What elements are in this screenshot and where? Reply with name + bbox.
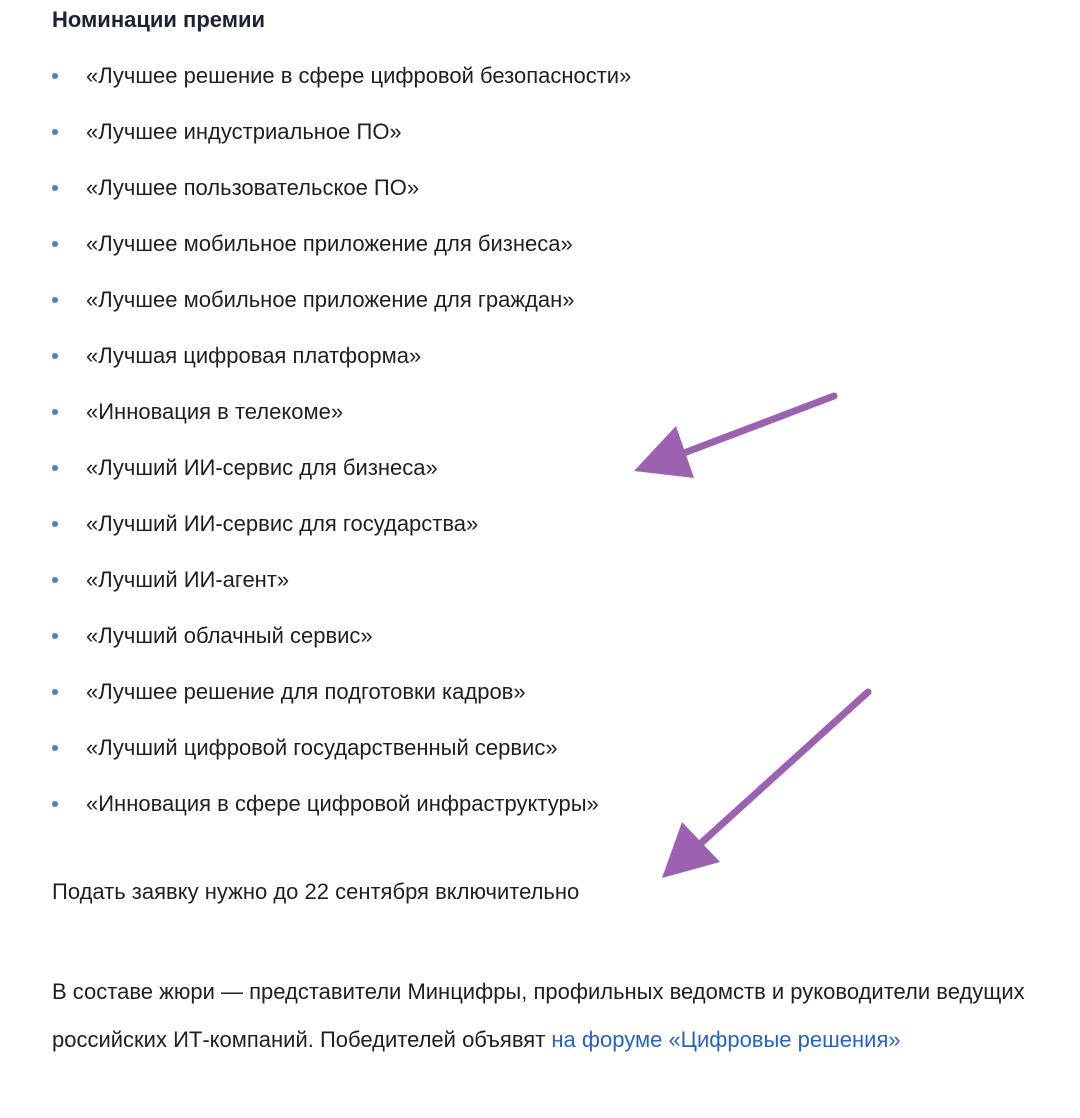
bullet-icon: [52, 689, 58, 695]
jury-paragraph: [52, 968, 1032, 1064]
nomination-label: «Лучшее решение в сфере цифровой безопасности»: [86, 63, 632, 88]
nomination-label: «Лучшее пользовательское ПО»: [86, 175, 420, 200]
bullet-icon: [52, 129, 58, 135]
arrow-icon: [662, 692, 868, 878]
list-item: [52, 618, 631, 674]
bullet-icon: [52, 241, 58, 247]
bullet-icon: [52, 801, 58, 807]
nomination-label: «Лучший ИИ-сервис для государства»: [86, 511, 479, 536]
list-item: [52, 114, 631, 170]
list-item: [52, 226, 631, 282]
forum-link[interactable]: на форуме «Цифровые решения»: [551, 1027, 901, 1052]
arrow-icon: [634, 396, 834, 478]
list-item: [52, 450, 631, 506]
list-item: [52, 170, 631, 226]
bullet-icon: [52, 465, 58, 471]
bullet-icon: [52, 577, 58, 583]
bullet-icon: [52, 745, 58, 751]
nomination-label: «Лучшее мобильное приложение для граждан»: [86, 287, 575, 312]
nomination-label: «Лучшая цифровая платформа»: [86, 343, 422, 368]
nomination-label: «Инновация в сфере цифровой инфраструктуры»: [86, 791, 599, 816]
nomination-label: «Лучшее индустриальное ПО»: [86, 119, 402, 144]
bullet-icon: [52, 185, 58, 191]
list-item: [52, 730, 631, 786]
list-item: [52, 338, 631, 394]
list-item: [52, 562, 631, 618]
nomination-label: «Лучший ИИ-сервис для бизнеса»: [86, 455, 438, 480]
bullet-icon: [52, 73, 58, 79]
nomination-label: «Лучший цифровой государственный сервис»: [86, 735, 558, 760]
list-item: [52, 58, 631, 114]
list-item: [52, 674, 631, 730]
nomination-label: «Лучший ИИ-агент»: [86, 567, 290, 592]
jury-text: В составе жюри — представители Минцифры, профильных ведомств и руководители ведущих российских ИТ-компаний. Победителей объявят: [52, 979, 1025, 1052]
nomination-label: «Инновация в телекоме»: [86, 399, 344, 424]
bullet-icon: [52, 521, 58, 527]
list-item: [52, 394, 631, 450]
nomination-label: «Лучшее мобильное приложение для бизнеса»: [86, 231, 573, 256]
bullet-icon: [52, 409, 58, 415]
bullet-icon: [52, 353, 58, 359]
nominations-list: [52, 58, 631, 842]
section-title: Номинации премии: [52, 7, 266, 32]
list-item: [52, 282, 631, 338]
bullet-icon: [52, 633, 58, 639]
deadline-text: Подать заявку нужно до 22 сентября включительно: [52, 879, 580, 904]
nomination-label: «Лучшее решение для подготовки кадров»: [86, 679, 526, 704]
list-item: [52, 506, 631, 562]
nomination-label: «Лучший облачный сервис»: [86, 623, 373, 648]
list-item: [52, 786, 631, 842]
bullet-icon: [52, 297, 58, 303]
